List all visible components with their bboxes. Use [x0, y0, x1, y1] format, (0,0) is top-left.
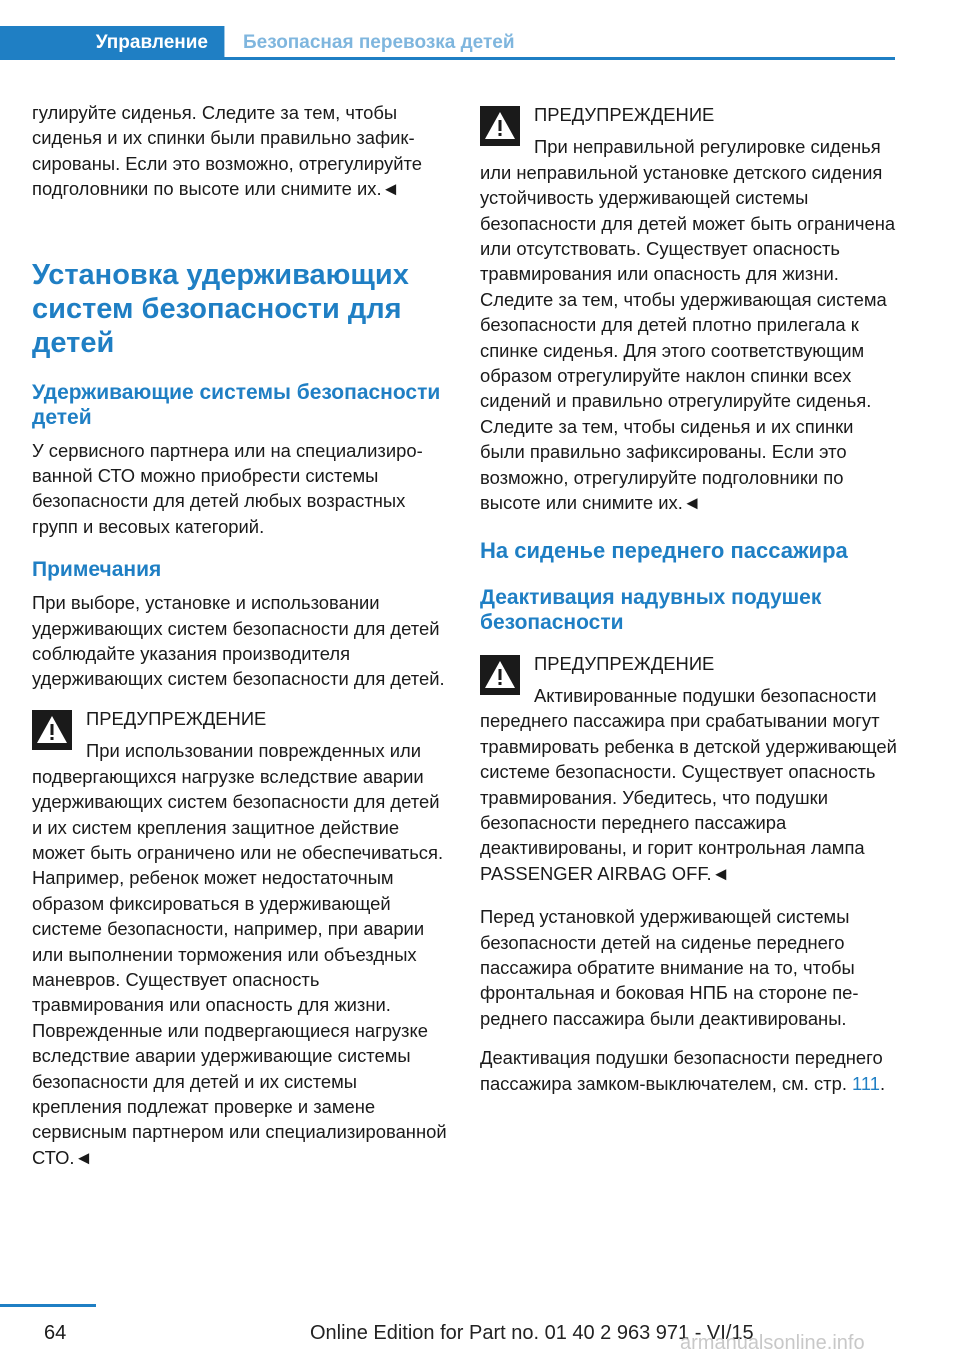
warning-block — [480, 102, 898, 516]
paragraph-text: Деактивация подушки безопасности переднего пассажира замком-выключателем, см. стр. — [480, 1047, 883, 1094]
header-rule — [224, 57, 895, 60]
paragraph — [480, 1045, 898, 1096]
right-column — [480, 100, 898, 1110]
warning-triangle-icon — [480, 106, 520, 146]
paragraph: гулируйте сиденья. Следите за тем, чтобы сиденья и их спинки были правильно зафиксированы. Если это возможно, отрегулируйте подголовники по высоте или снимите их.◄ — [32, 102, 422, 200]
warning-triangle-icon — [32, 710, 72, 750]
warning-text: Активированные подушки безопасности переднего пассажира при срабатывании могут травмировать ребенка в детской удерживающей системе безопасности. Существует опасность травмирования. Убедитесь, что подушки безопасности переднего пассажира деактивированы, и горит контрольная лампа PASSENGER AIRBAG OFF.◄ — [480, 684, 897, 884]
left-column — [32, 100, 450, 1184]
warning-block — [32, 706, 450, 1170]
footer-rule — [0, 1304, 96, 1307]
paragraph: Перед установкой удерживающей системы безопасности детей на сиденье переднего пассажира обратите внимание на то, чтобы фронтальная и боковая НПБ на стороне переднего пассажира были деактивированы. — [480, 906, 859, 1029]
paragraph-end: . — [880, 1072, 886, 1094]
paragraph: У сервисного партнера или на специализированной СТО можно приобрести системы безопасности для детей любых возрастных групп и весовых категорий. — [32, 439, 423, 537]
section-heading: Установка удерживающих систем безопасности для детей — [32, 258, 409, 359]
warning-text: При использовании поврежденных или подвергающихся нагрузке вследствие аварии удерживающих систем безопасности для детей и их систем крепления защитное действие может быть ограничено или не обеспечиваться. Например, ребенок может недостаточным образом фиксироваться в удерживающей системе безопасности, например, при аварии или выполнении торможения или объездных маневров. Существует опасность травмирования или опасность для жизни. Поврежденные или подвергающиеся нагрузке вследствие аварии удерживающие системы безопасности для детей и их системы крепления подлежат проверке и замене сервисным партнером или специализированной СТО.◄ — [32, 740, 447, 1168]
edition-info: Online Edition for Part no. 01 40 2 963 971 - VI/15 — [310, 1322, 754, 1344]
warning-block — [480, 651, 898, 887]
subheading: Удерживающие системы безопасности детей — [32, 380, 441, 429]
subheading: Деактивация надувных подушек безопасности — [480, 585, 822, 634]
warning-title: ПРЕДУПРЕЖДЕНИЕ — [534, 652, 715, 674]
section-heading: На сиденье переднего пассажира — [480, 537, 848, 563]
page-reference-link[interactable]: 111 — [852, 1072, 880, 1094]
header-chapter-tab: Безопасная перевозка детей — [224, 26, 895, 60]
warning-title: ПРЕДУПРЕЖДЕНИЕ — [86, 707, 267, 729]
warning-title: ПРЕДУПРЕЖДЕНИЕ — [534, 104, 715, 125]
subheading: Примечания — [32, 558, 162, 582]
warning-text: При неправильной регулировке сиденья или неправильной установке детского сидения устойчивость удерживающей системы безопасности для детей может быть ограничена или отсутствовать. Существует опасность травмирования или опасность для жизни. Следите за тем, чтобы удерживающая система безопасности для детей плотно прилегала к спинке сиденья. Для этого соответствующим образом отрегулируйте наклон спинки всех сидений и правильно отрегулируйте сиденья. Следите за тем, чтобы сиденья и их спинки были правильно зафиксированы. Если это возможно, отрегулируйте подголовники по высоте или снимите их.◄ — [480, 136, 896, 514]
page-header — [0, 26, 895, 60]
header-section-tab: Управление — [0, 26, 224, 60]
warning-triangle-icon — [480, 655, 520, 695]
watermark: armanualsonline.info — [680, 1332, 865, 1354]
paragraph: При выборе, установке и использовании удерживающих систем безопасности для детей соблюдайте указания производителя удерживающих систем безопасности для детей. — [32, 592, 445, 690]
page-number: 64 — [44, 1322, 67, 1344]
